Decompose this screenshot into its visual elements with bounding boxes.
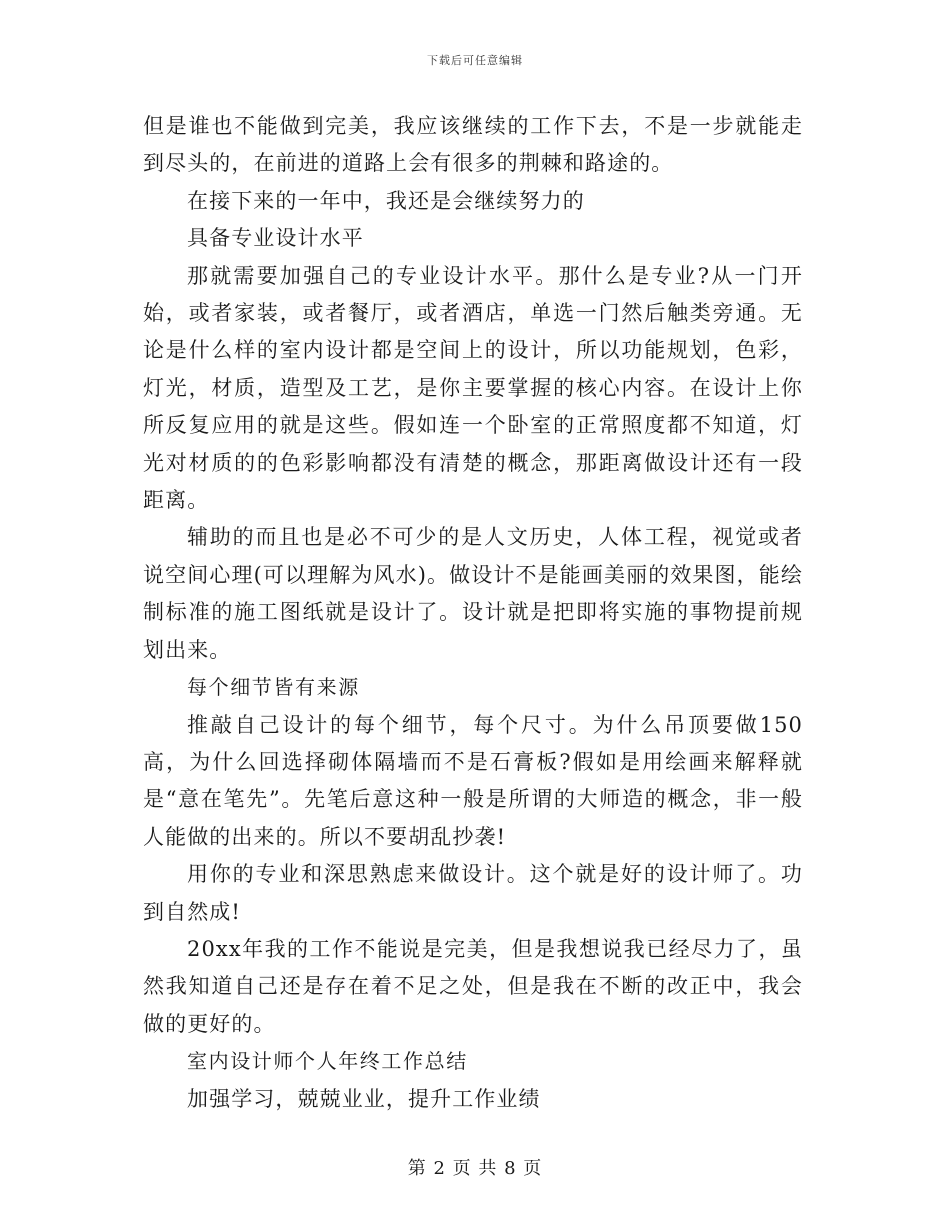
paragraph: 那就需要加强自己的专业设计水平。那什么是专业?从一门开始，或者家装，或者餐厅，或者酒店，单选一门然后触类旁通。无论是什么样的室内设计都是空间上的设计，所以功能规划，色彩，灯光，材质，造型及工艺，是你主要掌握的核心内容。在设计上你所反复应用的就是这些。假如连一个卧室的正常照度都不知道，灯光对材质的的色彩影响都没有清楚的概念，那距离做设计还有一段距离。 (143, 263, 803, 513)
page-prefix: 第 (407, 1158, 427, 1179)
paragraph: 在接下来的一年中，我还是会继续努力的 (187, 188, 585, 213)
page-header (0, 52, 950, 68)
header-note: 下载后可任意编辑 (427, 54, 523, 67)
section-heading: 每个细节皆有来源 (187, 675, 360, 700)
paragraph: 用你的专业和深思熟虑来做设计。这个就是好的设计师了。功到自然成! (143, 862, 803, 924)
section-heading: 室内设计师个人年终工作总结 (187, 1049, 468, 1074)
paragraph: 辅助的而且也是必不可少的是人文历史，人体工程，视觉或者说空间心理(可以理解为风水)。做设计不是能画美丽的效果图，能绘制标准的施工图纸就是设计了。设计就是把即将实施的事物提前规划出来。 (143, 525, 803, 662)
total-suffix: 页 (523, 1158, 543, 1179)
paragraph: 推敲自己设计的每个细节，每个尺寸。为什么吊顶要做150高，为什么回选择砌体隔墙而不是石膏板?假如是用绘画来解释就是“意在笔先”。先笔后意这种一般是所谓的大师造的概念，非一般人能做的出来的。所以不要胡乱抄袭! (143, 712, 803, 849)
section-heading: 具备专业设计水平 (187, 226, 364, 251)
document-body (143, 108, 803, 1118)
paragraph: 但是谁也不能做到完美，我应该继续的工作下去，不是一步就能走到尽头的，在前进的道路上会有很多的荆棘和路途的。 (143, 114, 803, 176)
page-word: 页 (452, 1158, 472, 1179)
page-footer (0, 1154, 950, 1180)
paragraph: 20xx年我的工作不能说是完美，但是我想说我已经尽力了，虽然我知道自己还是存在着不足之处，但是我在不断的改正中，我会做的更好的。 (143, 936, 803, 1036)
total-pages-number: 8 (504, 1158, 517, 1179)
current-page-number: 2 (433, 1158, 446, 1179)
total-prefix: 共 (478, 1158, 498, 1179)
section-heading: 加强学习，兢兢业业，提升工作业绩 (187, 1086, 541, 1111)
